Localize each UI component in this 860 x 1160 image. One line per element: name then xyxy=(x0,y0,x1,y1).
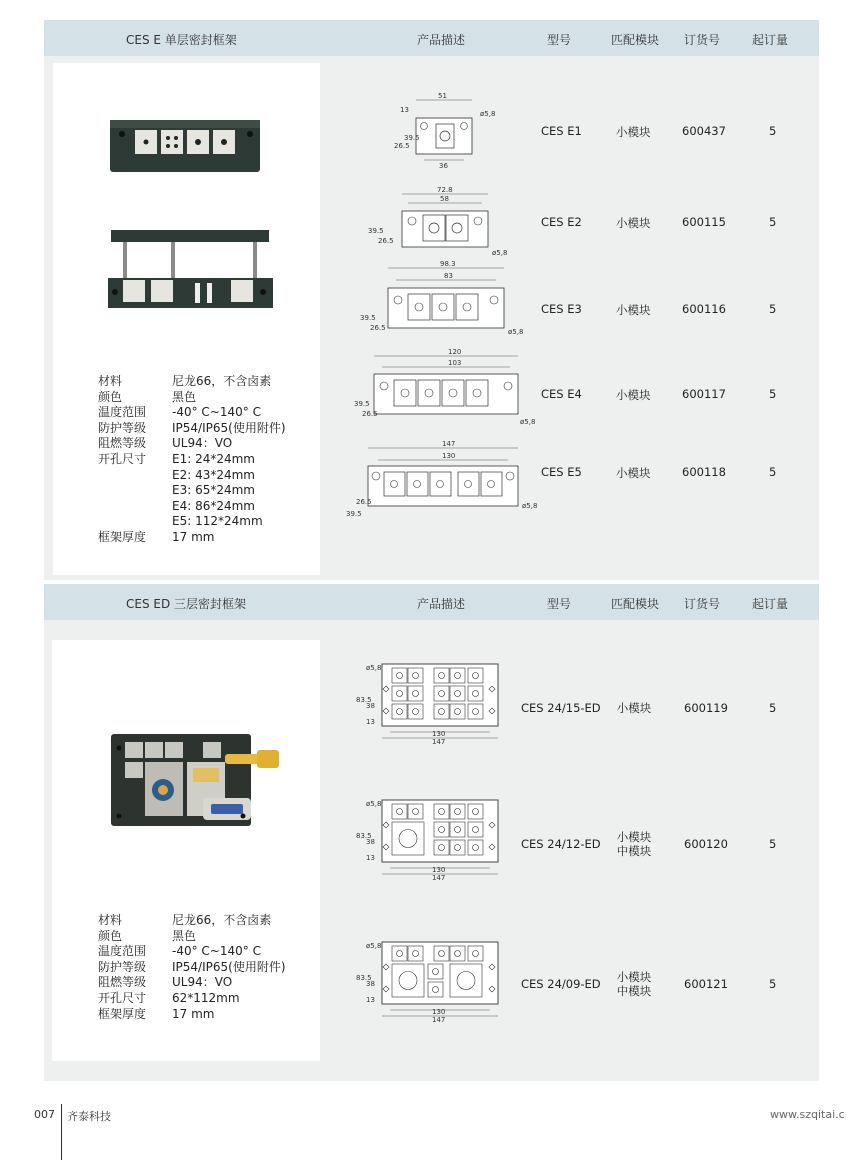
spec-value: -40° C~140° C xyxy=(172,944,261,959)
section-ces-e xyxy=(44,20,819,580)
spec-value: 尼龙66，不含卤素 xyxy=(172,913,272,927)
module-line: 中模块 xyxy=(616,844,652,858)
module-cell xyxy=(604,701,664,715)
dim-inner: 103 xyxy=(448,359,462,367)
dim-top: 72.8 xyxy=(437,186,453,194)
module-cell: 小模块 xyxy=(616,125,651,139)
dim-inner: 83 xyxy=(444,272,453,280)
spec-value: 17 mm xyxy=(172,529,215,544)
order-no-cell: 600119 xyxy=(684,701,728,715)
dim-h1: 26.5 xyxy=(370,324,386,332)
model-cell: CES 24/15-ED xyxy=(521,701,601,715)
col-model: 型号 xyxy=(547,597,572,611)
section-header xyxy=(44,20,819,56)
spec-label: 开孔尺寸 xyxy=(98,451,147,466)
product-photo-front xyxy=(108,116,263,176)
dim-inner: 130 xyxy=(432,866,446,874)
dim-outer: 147 xyxy=(432,738,446,746)
dim-inner: 130 xyxy=(432,1008,446,1016)
dim-inner: 130 xyxy=(432,730,446,738)
col-desc: 产品描述 xyxy=(417,597,466,611)
model-cell: CES E3 xyxy=(541,302,582,316)
spec-label: 防护等级 xyxy=(98,959,147,974)
dim-h3: 13 xyxy=(366,996,375,1004)
module-cell: 小模块 xyxy=(616,216,651,230)
dim-hole: ø5,8 xyxy=(492,249,508,257)
col-module: 匹配模块 xyxy=(611,597,660,611)
dim-h2: 39.5 xyxy=(404,134,420,142)
dim-hole: ø5,8 xyxy=(522,502,538,510)
section-title: CES ED 三层密封框架 xyxy=(126,597,247,611)
company-name: 齐泰科技 xyxy=(67,1110,111,1123)
drawing-ces-24-12-ed xyxy=(356,794,506,884)
dim-hole: ø5,8 xyxy=(480,110,496,118)
spec-value: UL94：VO xyxy=(172,975,233,990)
dim-h2: 39.5 xyxy=(346,510,362,518)
moq-cell: 5 xyxy=(769,977,777,991)
spec-label: 阻燃等级 xyxy=(98,436,147,451)
moq-cell: 5 xyxy=(769,465,777,479)
spec-value: 17 mm xyxy=(172,1006,215,1021)
dim-bottom: 36 xyxy=(439,162,448,170)
order-no-cell: 600116 xyxy=(682,302,726,316)
drawing-ces-e3 xyxy=(356,258,566,350)
page-number: 007 xyxy=(34,1108,55,1121)
dim-inner: 58 xyxy=(440,195,449,203)
website-link[interactable]: www.szqitai.c xyxy=(770,1108,845,1121)
drawing-ces-e2 xyxy=(356,183,556,258)
model-cell: CES 24/09-ED xyxy=(521,977,601,991)
dim-inner: 130 xyxy=(442,452,456,460)
col-moq: 起订量 xyxy=(752,597,789,611)
spec-value: E4: 86*24mm xyxy=(172,498,255,513)
order-no-cell: 600437 xyxy=(682,124,726,138)
module-line: 小模块 xyxy=(616,970,652,984)
dim-side: 13 xyxy=(400,106,409,114)
dim-h1: 26.5 xyxy=(356,498,372,506)
col-order-no: 订货号 xyxy=(684,33,721,47)
spec-value: 尼龙66，不含卤素 xyxy=(172,374,272,388)
dim-h2: 38 xyxy=(366,980,375,988)
section-title: CES E 单层密封框架 xyxy=(126,33,237,47)
spec-value: E5: 112*24mm xyxy=(172,514,263,529)
module-line: 小模块 xyxy=(616,701,652,715)
footer-divider xyxy=(61,1104,62,1160)
moq-cell: 5 xyxy=(769,837,777,851)
module-cell xyxy=(604,970,664,998)
spec-value: -40° C~140° C xyxy=(172,405,261,420)
dim-top: 147 xyxy=(442,440,456,448)
col-module: 匹配模块 xyxy=(611,33,660,47)
dim-h1: 26.5 xyxy=(378,237,394,245)
moq-cell: 5 xyxy=(769,302,777,316)
spec-value: E2: 43*24mm xyxy=(172,467,255,482)
product-photo-side xyxy=(103,228,278,313)
dim-hole: ø5,8 xyxy=(520,418,536,426)
order-no-cell: 600120 xyxy=(684,837,728,851)
spec-label: 材料 xyxy=(98,913,123,927)
spec-value: 62*112mm xyxy=(172,990,240,1005)
model-cell: CES E2 xyxy=(541,215,582,229)
spec-label: 框架厚度 xyxy=(98,1006,147,1021)
module-cell xyxy=(604,830,664,858)
dim-h2: 38 xyxy=(366,838,375,846)
module-cell: 小模块 xyxy=(616,303,651,317)
dim-hole: ø5,8 xyxy=(366,942,382,950)
col-moq: 起订量 xyxy=(752,33,789,47)
col-desc: 产品描述 xyxy=(417,33,466,47)
dim-top: 98.3 xyxy=(440,260,456,268)
model-cell: CES 24/12-ED xyxy=(521,837,601,851)
spec-label: 防护等级 xyxy=(98,420,147,435)
dim-h2: 38 xyxy=(366,702,375,710)
product-photo-ed xyxy=(107,728,287,838)
dim-h1: 26.5 xyxy=(362,410,378,418)
moq-cell: 5 xyxy=(769,387,777,401)
spec-value: 黑色 xyxy=(172,928,197,943)
module-line: 中模块 xyxy=(616,984,652,998)
order-no-cell: 600121 xyxy=(684,977,728,991)
spec-value: E1: 24*24mm xyxy=(172,451,255,466)
dim-h3: 13 xyxy=(366,854,375,862)
dim-h2: 39.5 xyxy=(360,314,376,322)
spec-value: 黑色 xyxy=(172,389,197,404)
module-cell: 小模块 xyxy=(616,388,651,402)
dim-top: 120 xyxy=(448,348,462,356)
dim-h3: 13 xyxy=(366,718,375,726)
dim-h: 83.5 xyxy=(356,974,372,982)
spec-value: IP54/IP65(使用附件) xyxy=(172,959,286,974)
col-model: 型号 xyxy=(547,33,572,47)
order-no-cell: 600117 xyxy=(682,387,726,401)
spec-label: 颜色 xyxy=(98,389,123,404)
dim-h1: 26.5 xyxy=(394,142,410,150)
model-cell: CES E5 xyxy=(541,465,582,479)
dim-top: 51 xyxy=(438,92,447,100)
spec-label: 材料 xyxy=(98,374,123,388)
spec-label: 框架厚度 xyxy=(98,529,147,544)
moq-cell: 5 xyxy=(769,124,777,138)
dim-hole: ø5,8 xyxy=(508,328,524,336)
col-order-no: 订货号 xyxy=(684,597,721,611)
section-header xyxy=(44,584,819,620)
model-cell: CES E1 xyxy=(541,124,582,138)
drawing-ces-24-15-ed xyxy=(356,658,506,748)
spec-value: E3: 65*24mm xyxy=(172,483,255,498)
spec-label: 阻燃等级 xyxy=(98,975,147,990)
drawing-ces-e5 xyxy=(342,438,582,530)
model-cell: CES E4 xyxy=(541,387,582,401)
spec-label: 温度范围 xyxy=(98,944,147,959)
drawing-ces-24-09-ed xyxy=(356,936,506,1026)
section-ces-ed xyxy=(44,584,819,1081)
spec-value: UL94：VO xyxy=(172,436,233,451)
order-no-cell: 600115 xyxy=(682,215,726,229)
moq-cell: 5 xyxy=(769,701,777,715)
dim-outer: 147 xyxy=(432,874,446,882)
dim-outer: 147 xyxy=(432,1016,446,1024)
dim-hole: ø5,8 xyxy=(366,800,382,808)
dim-h2: 39.5 xyxy=(368,227,384,235)
module-line: 小模块 xyxy=(616,830,652,844)
order-no-cell: 600118 xyxy=(682,465,726,479)
module-cell: 小模块 xyxy=(616,466,651,480)
spec-label: 开孔尺寸 xyxy=(98,990,147,1005)
dim-h: 83.5 xyxy=(356,696,372,704)
moq-cell: 5 xyxy=(769,215,777,229)
dim-h2: 39.5 xyxy=(354,400,370,408)
spec-label: 温度范围 xyxy=(98,405,147,420)
spec-value: IP54/IP65(使用附件) xyxy=(172,420,286,435)
dim-hole: ø5,8 xyxy=(366,664,382,672)
spec-label: 颜色 xyxy=(98,928,123,943)
drawing-ces-e1 xyxy=(356,92,516,170)
dim-h: 83.5 xyxy=(356,832,372,840)
